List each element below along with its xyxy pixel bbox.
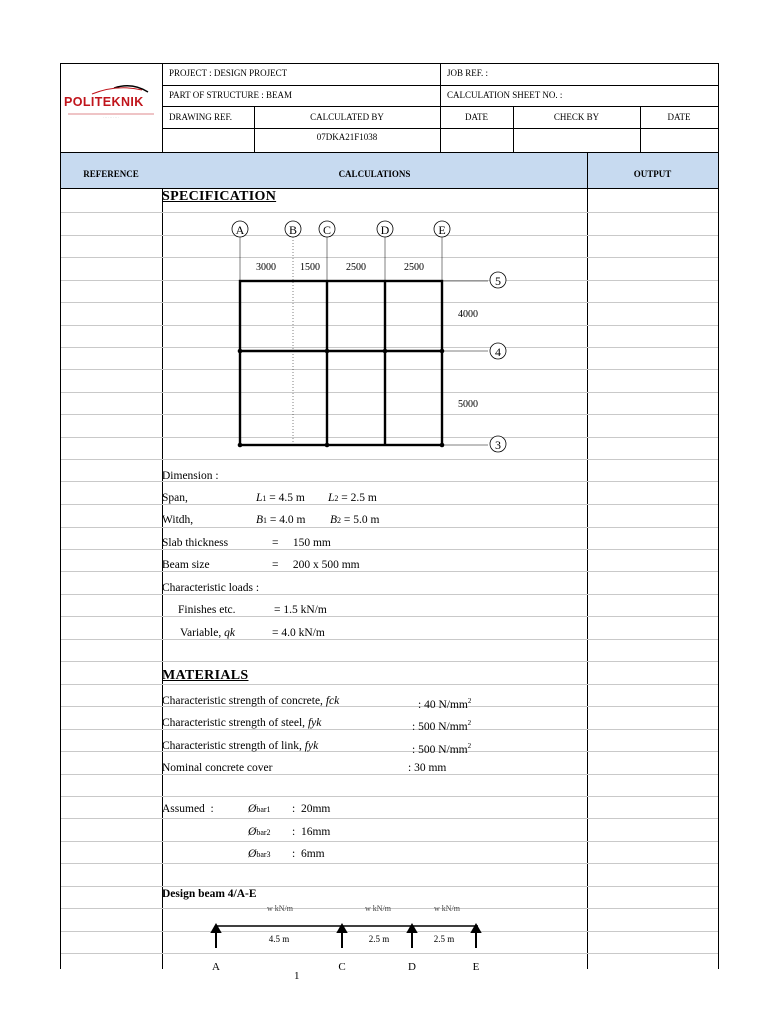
ruled-line bbox=[61, 774, 718, 775]
ruled-line bbox=[61, 729, 718, 730]
bar-1-symbol: Øbar1 bbox=[248, 803, 271, 815]
beam-size-label: Beam size bbox=[162, 559, 210, 571]
load-label-2: w kN/m bbox=[365, 904, 391, 913]
finishes-value: = 1.5 kN/m bbox=[274, 604, 327, 616]
specification-heading: SPECIFICATION bbox=[162, 189, 277, 204]
support-label-a: A bbox=[212, 961, 220, 972]
logo-text: POLITEKNIK bbox=[64, 95, 144, 109]
logo bbox=[62, 80, 160, 124]
variable-value: = 4.0 kN/m bbox=[272, 627, 325, 639]
ruled-line bbox=[61, 527, 718, 528]
job-ref-label: JOB REF. : bbox=[447, 68, 489, 78]
steel-strength-label: Characteristic strength of steel, fyk bbox=[162, 717, 322, 729]
ruled-line bbox=[61, 863, 718, 864]
svg-text:. . . . . . . . . .: . . . . . . . . . . bbox=[103, 115, 119, 119]
span-label: Span, bbox=[162, 492, 188, 504]
beam-size-value: = 200 x 500 mm bbox=[272, 559, 360, 571]
grid-label-d: D bbox=[380, 223, 390, 237]
grid-label-3: 3 bbox=[495, 438, 501, 452]
ruled-line bbox=[61, 796, 718, 797]
grid-label-b: B bbox=[288, 223, 298, 237]
y-spacing-2: 5000 bbox=[458, 399, 478, 410]
ruled-line bbox=[61, 818, 718, 819]
x-spacing-2: 1500 bbox=[300, 262, 320, 273]
calculated-by-label: CALCULATED BY bbox=[310, 112, 384, 122]
grid-label-4: 4 bbox=[495, 345, 501, 359]
ruled-line bbox=[61, 684, 718, 685]
span-l1: L1 = 4.5 m bbox=[256, 492, 305, 504]
calc-sheet-label: CALCULATION SHEET NO. : bbox=[447, 90, 563, 100]
ruled-line bbox=[61, 639, 718, 640]
grid-label-a: A bbox=[235, 223, 245, 237]
reference-column-header: REFERENCE bbox=[83, 169, 139, 179]
ruled-line bbox=[61, 594, 718, 595]
support-label-e: E bbox=[472, 961, 480, 972]
grid-label-5: 5 bbox=[495, 274, 501, 288]
span-l2: L2 = 2.5 m bbox=[328, 492, 377, 504]
calculations-column-header: CALCULATIONS bbox=[338, 169, 411, 179]
span-label-3: 2.5 m bbox=[433, 934, 455, 944]
ruled-line bbox=[61, 706, 718, 707]
x-spacing-4: 2500 bbox=[404, 262, 424, 273]
slab-thickness-label: Slab thickness bbox=[162, 537, 229, 549]
span-label-1: 4.5 m bbox=[268, 934, 290, 944]
calculated-by-value: 07DKA21F1038 bbox=[316, 132, 378, 142]
bar-2-symbol: Øbar2 bbox=[248, 826, 271, 838]
assumed-label: Assumed : bbox=[162, 803, 214, 815]
ruled-line bbox=[61, 571, 718, 572]
steel-strength-value: : 500 $N/mm^2$ bbox=[412, 719, 472, 733]
output-column-header: OUTPUT bbox=[633, 169, 672, 179]
concrete-cover-label: Nominal concrete cover bbox=[162, 762, 273, 774]
load-label-1: w kN/m bbox=[267, 904, 293, 913]
beam-load-diagram bbox=[162, 900, 582, 972]
ruled-line bbox=[61, 841, 718, 842]
dimension-title: Dimension : bbox=[162, 470, 219, 482]
grid-label-c: C bbox=[322, 223, 332, 237]
materials-heading: MATERIALS bbox=[162, 668, 249, 683]
x-spacing-1: 3000 bbox=[256, 262, 276, 273]
variable-label: Variable, qk bbox=[180, 627, 235, 639]
ruled-line bbox=[61, 616, 718, 617]
bar-1-value: : 20mm bbox=[292, 803, 331, 815]
project-label: PROJECT : DESIGN PROJECT bbox=[169, 68, 288, 78]
ruled-line bbox=[61, 751, 718, 752]
link-strength-label: Characteristic strength of link, fyk bbox=[162, 740, 319, 752]
concrete-strength-value: : 40 $N/mm^2$ bbox=[418, 697, 472, 711]
page-number: 1 bbox=[294, 970, 300, 982]
finishes-label: Finishes etc. bbox=[178, 604, 236, 616]
link-strength-value: : 500 $N/mm^2$ bbox=[412, 742, 472, 756]
date2-label: DATE bbox=[667, 112, 691, 122]
ruled-line bbox=[61, 661, 718, 662]
span-label-2: 2.5 m bbox=[368, 934, 390, 944]
ruled-line bbox=[61, 549, 718, 550]
drawing-ref-label: DRAWING REF. bbox=[169, 112, 233, 122]
ruled-line bbox=[61, 504, 718, 505]
concrete-strength-label: Characteristic strength of concrete, fck bbox=[162, 695, 340, 707]
part-of-structure-label: PART OF STRUCTURE : BEAM bbox=[169, 90, 292, 100]
bar-3-value: : 6mm bbox=[292, 848, 325, 860]
bar-2-value: : 16mm bbox=[292, 826, 331, 838]
x-spacing-3: 2500 bbox=[346, 262, 366, 273]
beam-design-title: Design beam 4/A-E bbox=[162, 888, 257, 900]
ruled-line bbox=[61, 481, 718, 482]
slab-thickness-value: = 150 mm bbox=[272, 537, 331, 549]
check-by-label: CHECK BY bbox=[553, 112, 600, 122]
width-label: Witdh, bbox=[162, 514, 194, 526]
y-spacing-1: 4000 bbox=[458, 309, 478, 320]
ruled-line bbox=[61, 886, 718, 887]
characteristic-loads-title: Characteristic loads : bbox=[162, 582, 260, 594]
concrete-cover-value: : 30 mm bbox=[408, 762, 447, 774]
grid-plan-drawing bbox=[162, 210, 562, 460]
load-label-3: w kN/m bbox=[434, 904, 460, 913]
date-label: DATE bbox=[465, 112, 488, 122]
bar-3-symbol: Øbar3 bbox=[248, 848, 271, 860]
support-label-c: C bbox=[338, 961, 346, 972]
support-label-d: D bbox=[408, 961, 416, 972]
width-b1: B1 = 4.0 m bbox=[256, 514, 306, 526]
grid-label-e: E bbox=[438, 223, 446, 237]
width-b2: B2 = 5.0 m bbox=[330, 514, 380, 526]
